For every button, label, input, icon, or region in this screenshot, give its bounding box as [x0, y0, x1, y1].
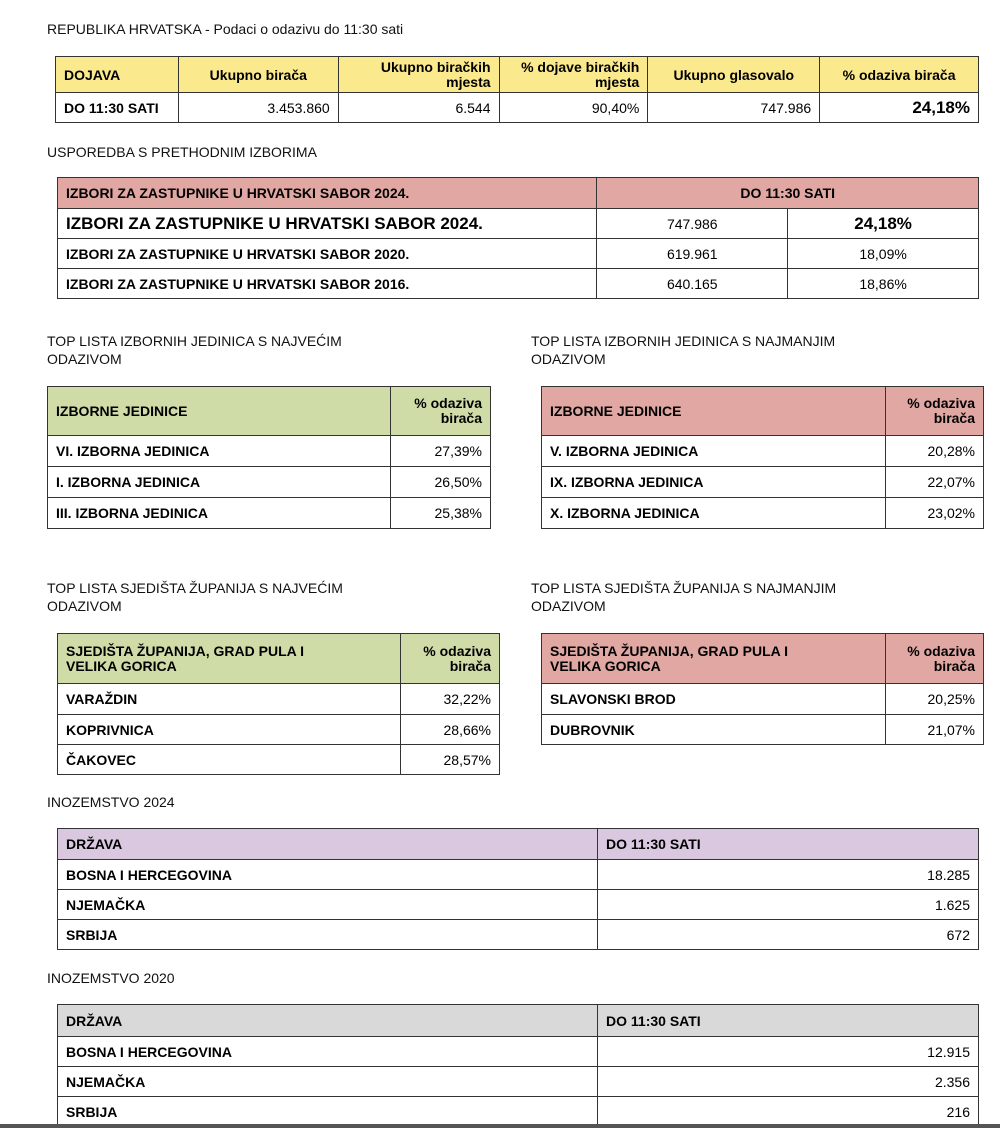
units-top-header-pct-line2: birača	[440, 410, 482, 426]
counties-top-header-pct	[401, 634, 500, 684]
units-bottom-row-pct: 23,02%	[886, 498, 984, 529]
units-top-header-pct	[391, 387, 491, 436]
units-bottom-title-line1: TOP LISTA IZBORNIH JEDINICA S NAJMANJIM	[531, 333, 836, 349]
summary-table	[55, 56, 979, 123]
counties-top-row-pct: 28,57%	[401, 745, 500, 775]
units-top-title-line2: ODAZIVOM	[47, 351, 122, 367]
summary-cell-dojava: DO 11:30 SATI	[56, 93, 179, 123]
units-bottom-row-name: IX. IZBORNA JEDINICA	[542, 467, 886, 498]
abroad-2020-row-value: 12.915	[598, 1037, 979, 1067]
comparison-header-time: DO 11:30 SATI	[597, 178, 979, 209]
counties-bottom-header-name-line1: SJEDIŠTA ŽUPANIJA, GRAD PULA I	[550, 642, 789, 659]
abroad-2020-header-country: DRŽAVA	[58, 1005, 598, 1037]
units-bottom-row-pct: 22,07%	[886, 467, 984, 498]
counties-bottom-header-pct-line1: % odaziva	[907, 642, 975, 659]
counties-top-row-pct: 28,66%	[401, 715, 500, 745]
counties-top-header-pct-line1: % odaziva	[423, 642, 491, 659]
comparison-row-pct: 18,86%	[788, 269, 979, 299]
units-top-header-name: IZBORNE JEDINICE	[48, 387, 391, 436]
summary-cell-polling-stations: 6.544	[338, 93, 499, 123]
abroad-2024-header-country: DRŽAVA	[58, 829, 598, 860]
counties-top-header-name-line2: VELIKA GORICA	[66, 657, 177, 674]
abroad-2024-row-country: SRBIJA	[58, 920, 598, 950]
summary-header-reporting-pct: % dojave biračkih mjesta	[499, 57, 648, 93]
abroad-2020-row-country: BOSNA I HERCEGOVINA	[58, 1037, 598, 1067]
units-top-title	[47, 332, 342, 368]
counties-top-header-name-line1: SJEDIŠTA ŽUPANIJA, GRAD PULA I	[66, 642, 305, 659]
counties-bottom-row-pct: 20,25%	[886, 684, 984, 715]
counties-top-header-pct-line2: birača	[449, 657, 491, 674]
abroad-2020-table	[57, 1004, 979, 1127]
abroad-2024-row-value: 672	[598, 920, 979, 950]
comparison-row-votes: 747.986	[597, 209, 788, 239]
summary-header-voted: Ukupno glasovalo	[648, 57, 820, 93]
counties-top-title	[47, 579, 343, 615]
units-bottom-table	[541, 386, 984, 529]
summary-header-polling-stations: Ukupno biračkih mjesta	[338, 57, 499, 93]
abroad-2020-header-time: DO 11:30 SATI	[598, 1005, 979, 1037]
units-bottom-title-line2: ODAZIVOM	[531, 351, 606, 367]
abroad-2024-title: INOZEMSTVO 2024	[47, 794, 175, 810]
summary-cell-reporting-pct: 90,40%	[499, 93, 648, 123]
comparison-row-label: IZBORI ZA ZASTUPNIKE U HRVATSKI SABOR 2016.	[58, 269, 597, 299]
units-top-row-name: VI. IZBORNA JEDINICA	[48, 436, 391, 467]
counties-bottom-header-name-line2: VELIKA GORICA	[550, 657, 661, 674]
abroad-2024-header-time: DO 11:30 SATI	[598, 829, 979, 860]
comparison-row-votes: 619.961	[597, 239, 788, 269]
units-top-row-name: I. IZBORNA JEDINICA	[48, 467, 391, 498]
counties-top-row-name: KOPRIVNICA	[58, 715, 401, 745]
comparison-row-pct: 24,18%	[788, 209, 979, 239]
summary-header-dojava: DOJAVA	[56, 57, 179, 93]
counties-bottom-header-pct	[886, 634, 984, 684]
abroad-2024-table	[57, 828, 979, 950]
summary-header-turnout-pct: % odaziva birača	[820, 57, 979, 93]
counties-bottom-title	[531, 579, 836, 615]
page-title: REPUBLIKA HRVATSKA - Podaci o odazivu do 11:30 sati	[47, 21, 404, 37]
comparison-row-label: IZBORI ZA ZASTUPNIKE U HRVATSKI SABOR 2020.	[58, 239, 597, 269]
summary-header-total-voters: Ukupno birača	[178, 57, 338, 93]
abroad-2024-row-country: NJEMAČKA	[58, 890, 598, 920]
counties-top-header-name	[58, 634, 401, 684]
abroad-2020-title: INOZEMSTVO 2020	[47, 970, 175, 986]
abroad-2020-row-value: 2.356	[598, 1067, 979, 1097]
window-bottom-edge	[0, 1124, 1000, 1128]
units-bottom-row-name: V. IZBORNA JEDINICA	[542, 436, 886, 467]
units-bottom-header-name: IZBORNE JEDINICE	[542, 387, 886, 436]
counties-top-row-name: VARAŽDIN	[58, 684, 401, 715]
counties-bottom-row-pct: 21,07%	[886, 715, 984, 745]
abroad-2024-row-value: 18.285	[598, 860, 979, 890]
abroad-2020-row-country: NJEMAČKA	[58, 1067, 598, 1097]
counties-bottom-row-name: DUBROVNIK	[542, 715, 886, 745]
comparison-header-election: IZBORI ZA ZASTUPNIKE U HRVATSKI SABOR 2024.	[58, 178, 597, 209]
units-top-row-pct: 26,50%	[391, 467, 491, 498]
counties-top-title-line1: TOP LISTA SJEDIŠTA ŽUPANIJA S NAJVEĆIM	[47, 580, 343, 596]
units-top-header-pct-line1: % odaziva	[414, 395, 482, 411]
comparison-row-votes: 640.165	[597, 269, 788, 299]
comparison-row-pct: 18,09%	[788, 239, 979, 269]
comparison-title: USPOREDBA S PRETHODNIM IZBORIMA	[47, 144, 317, 160]
abroad-2020-row-country: SRBIJA	[58, 1097, 598, 1127]
counties-top-title-line2: ODAZIVOM	[47, 598, 122, 614]
counties-bottom-row-name: SLAVONSKI BROD	[542, 684, 886, 715]
units-top-row-pct: 27,39%	[391, 436, 491, 467]
units-bottom-title	[531, 332, 835, 368]
comparison-row-label: IZBORI ZA ZASTUPNIKE U HRVATSKI SABOR 2024.	[58, 209, 597, 239]
units-bottom-header-pct	[886, 387, 984, 436]
counties-bottom-header-name	[542, 634, 886, 684]
units-bottom-header-pct-line2: birača	[933, 410, 975, 426]
units-top-row-name: III. IZBORNA JEDINICA	[48, 498, 391, 529]
abroad-2024-row-country: BOSNA I HERCEGOVINA	[58, 860, 598, 890]
units-top-table	[47, 386, 491, 529]
units-bottom-row-pct: 20,28%	[886, 436, 984, 467]
counties-bottom-title-line2: ODAZIVOM	[531, 598, 606, 614]
units-top-title-line1: TOP LISTA IZBORNIH JEDINICA S NAJVEĆIM	[47, 333, 342, 349]
counties-bottom-title-line1: TOP LISTA SJEDIŠTA ŽUPANIJA S NAJMANJIM	[531, 580, 837, 596]
summary-cell-voted: 747.986	[648, 93, 820, 123]
counties-bottom-table	[541, 633, 984, 745]
counties-top-row-pct: 32,22%	[401, 684, 500, 715]
units-bottom-row-name: X. IZBORNA JEDINICA	[542, 498, 886, 529]
counties-top-table	[57, 633, 500, 775]
comparison-table	[57, 177, 979, 299]
summary-cell-total-voters: 3.453.860	[178, 93, 338, 123]
summary-cell-turnout-pct: 24,18%	[820, 93, 979, 123]
counties-top-row-name: ČAKOVEC	[58, 745, 401, 775]
counties-bottom-header-pct-line2: birača	[933, 657, 975, 674]
abroad-2020-row-value: 216	[598, 1097, 979, 1127]
units-bottom-header-pct-line1: % odaziva	[907, 395, 975, 411]
abroad-2024-row-value: 1.625	[598, 890, 979, 920]
units-top-row-pct: 25,38%	[391, 498, 491, 529]
